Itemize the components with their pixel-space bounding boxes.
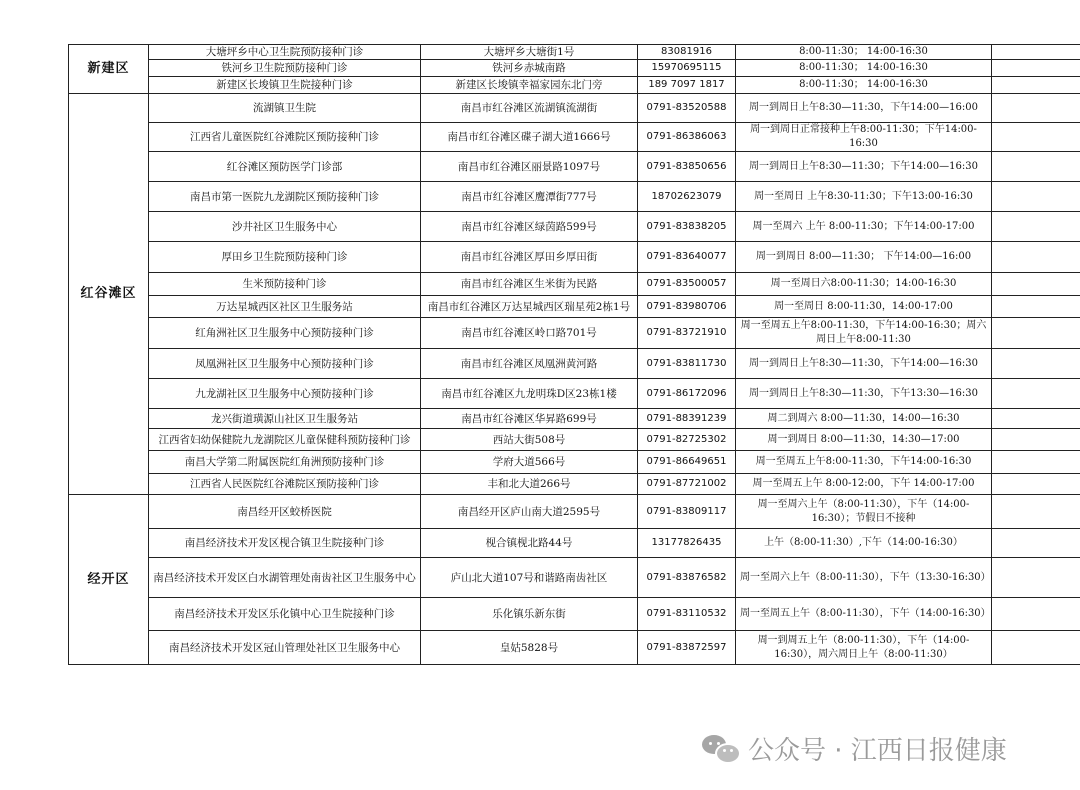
address-cell: 南昌市红谷滩区生米街为民路 (421, 273, 638, 296)
table-row (69, 242, 1080, 273)
empty-cell (992, 296, 1080, 318)
phone-cell: 0791-83876582 (638, 558, 736, 598)
clinic-name-cell: 红谷滩区预防医学门诊部 (149, 152, 421, 182)
hours-cell: 周一至周六上午（8:00-11:30），下午（13:30-16:30） (736, 558, 992, 598)
hours-cell: 周一到周日上午8:30—11:30，下午13:30—16:30 (736, 379, 992, 409)
table-row (69, 182, 1080, 212)
table-row (69, 429, 1080, 451)
district-cell: 红谷滩区 (69, 94, 149, 495)
hours-cell: 周一至周六上午（8:00-11:30），下午（14:00-16:30）；节假日不接种 (736, 495, 992, 529)
table-row (69, 296, 1080, 318)
address-cell: 乐化镇乐新东街 (421, 598, 638, 631)
address-cell: 南昌市红谷滩区厚田乡厚田街 (421, 242, 638, 273)
phone-cell: 0791-83809117 (638, 495, 736, 529)
phone-cell: 13177826435 (638, 529, 736, 558)
clinic-name-cell: 江西省妇幼保健院九龙湖院区儿童保健科预防接种门诊 (149, 429, 421, 451)
clinic-name-cell: 沙井社区卫生服务中心 (149, 212, 421, 242)
clinic-name-cell: 江西省人民医院红谷滩院区预防接种门诊 (149, 474, 421, 495)
empty-cell (992, 349, 1080, 379)
vaccination-clinic-document (68, 44, 1080, 665)
clinic-table (68, 44, 1080, 665)
table-row (69, 123, 1080, 152)
clinic-name-cell: 新建区长埈镇卫生院接种门诊 (149, 77, 421, 94)
hours-cell: 周一到周日上午8:30—11:30；下午14:00—16:30 (736, 152, 992, 182)
phone-cell: 0791-86386063 (638, 123, 736, 152)
phone-cell: 0791-86649651 (638, 451, 736, 474)
address-cell: 大塘坪乡大塘街1号 (421, 45, 638, 60)
hours-cell: 周二到周六 8:00—11:30，14:00—16:30 (736, 409, 992, 429)
clinic-name-cell: 南昌经济技术开发区枧合镇卫生院接种门诊 (149, 529, 421, 558)
phone-cell: 0791-82725302 (638, 429, 736, 451)
hours-cell: 周一至周日 8:00-11:30，14:00-17:00 (736, 296, 992, 318)
hours-cell: 周一到周日 8:00—11:30，14:30—17:00 (736, 429, 992, 451)
table-row (69, 94, 1080, 123)
empty-cell (992, 45, 1080, 60)
empty-cell (992, 77, 1080, 94)
phone-cell: 0791-83640077 (638, 242, 736, 273)
hours-cell: 周一到周日上午8:30—11:30，下午14:00—16:30 (736, 349, 992, 379)
empty-cell (992, 529, 1080, 558)
phone-cell: 0791-83838205 (638, 212, 736, 242)
hours-cell: 周一到周五上午（8:00-11:30），下午（14:00-16:30），周六周日上午（8:00-11:30） (736, 631, 992, 665)
empty-cell (992, 60, 1080, 77)
clinic-name-cell: 南昌大学第二附属医院红角洲预防接种门诊 (149, 451, 421, 474)
watermark-text: 公众号 · 江西日报健康 (748, 735, 1007, 766)
phone-cell: 83081916 (638, 45, 736, 60)
phone-cell: 0791-87721002 (638, 474, 736, 495)
empty-cell (992, 558, 1080, 598)
phone-cell: 0791-83110532 (638, 598, 736, 631)
clinic-name-cell: 南昌市第一医院九龙湖院区预防接种门诊 (149, 182, 421, 212)
table-row (69, 152, 1080, 182)
hours-cell: 周一到周日上午8:30—11:30，下午14:00—16:00 (736, 94, 992, 123)
clinic-name-cell: 南昌经济技术开发区乐化镇中心卫生院接种门诊 (149, 598, 421, 631)
address-cell: 皇姑5828号 (421, 631, 638, 665)
clinic-name-cell: 厚田乡卫生院预防接种门诊 (149, 242, 421, 273)
clinic-name-cell: 生米预防接种门诊 (149, 273, 421, 296)
phone-cell: 0791-83872597 (638, 631, 736, 665)
address-cell: 南昌市红谷滩区丽景路1097号 (421, 152, 638, 182)
table-row (69, 318, 1080, 349)
empty-cell (992, 242, 1080, 273)
address-cell: 南昌市红谷滩区万达星城西区瑞星苑2栋1号 (421, 296, 638, 318)
hours-cell: 周一至周五上午（8:00-11:30），下午（14:00-16:30） (736, 598, 992, 631)
table-row (69, 631, 1080, 665)
clinic-name-cell: 万达星城西区社区卫生服务站 (149, 296, 421, 318)
address-cell: 新建区长埈镇幸福家园东北门旁 (421, 77, 638, 94)
address-cell: 南昌市红谷滩区九龙明珠D区23栋1楼 (421, 379, 638, 409)
address-cell: 枧合镇枧北路44号 (421, 529, 638, 558)
clinic-name-cell: 凤凰洲社区卫生服务中心预防接种门诊 (149, 349, 421, 379)
clinic-name-cell: 流湖镇卫生院 (149, 94, 421, 123)
phone-cell: 0791-88391239 (638, 409, 736, 429)
table-row (69, 529, 1080, 558)
empty-cell (992, 94, 1080, 123)
district-cell: 经开区 (69, 495, 149, 665)
empty-cell (992, 318, 1080, 349)
address-cell: 学府大道566号 (421, 451, 638, 474)
hours-cell: 周一至周五上午8:00-11:30，下午14:00-16:30 (736, 451, 992, 474)
empty-cell (992, 598, 1080, 631)
empty-cell (992, 495, 1080, 529)
address-cell: 铁河乡赤城南路 (421, 60, 638, 77)
address-cell: 南昌市红谷滩区岭口路701号 (421, 318, 638, 349)
table-row (69, 598, 1080, 631)
empty-cell (992, 451, 1080, 474)
phone-cell: 0791-83500057 (638, 273, 736, 296)
phone-cell: 0791-83520588 (638, 94, 736, 123)
phone-cell: 0791-83980706 (638, 296, 736, 318)
hours-cell: 周一至周五上午 8:00-12:00，下午 14:00-17:00 (736, 474, 992, 495)
watermark (700, 728, 1007, 768)
clinic-name-cell: 江西省儿童医院红谷滩院区预防接种门诊 (149, 123, 421, 152)
hours-cell: 周一至周六 上午 8:00-11:30；下午14:00-17:00 (736, 212, 992, 242)
address-cell: 南昌市红谷滩区流湖镇流湖街 (421, 94, 638, 123)
hours-cell: 8:00-11:30； 14:00-16:30 (736, 60, 992, 77)
empty-cell (992, 631, 1080, 665)
wechat-icon (700, 733, 742, 763)
clinic-name-cell: 红角洲社区卫生服务中心预防接种门诊 (149, 318, 421, 349)
address-cell: 南昌市红谷滩区鹰潭街777号 (421, 182, 638, 212)
clinic-name-cell: 大塘坪乡中心卫生院预防接种门诊 (149, 45, 421, 60)
address-cell: 南昌市红谷滩区华昇路699号 (421, 409, 638, 429)
clinic-name-cell: 南昌经济技术开发区冠山管理处社区卫生服务中心 (149, 631, 421, 665)
phone-cell: 0791-83811730 (638, 349, 736, 379)
hours-cell: 周一至周日 上午8:30-11:30；下午13:00-16:30 (736, 182, 992, 212)
address-cell: 丰和北大道266号 (421, 474, 638, 495)
empty-cell (992, 379, 1080, 409)
address-cell: 南昌市红谷滩区绿茵路599号 (421, 212, 638, 242)
phone-cell: 18702623079 (638, 182, 736, 212)
address-cell: 南昌市红谷滩区凤凰洲黄河路 (421, 349, 638, 379)
table-row (69, 349, 1080, 379)
table-row (69, 495, 1080, 529)
address-cell: 庐山北大道107号和谐路南齿社区 (421, 558, 638, 598)
clinic-table-body (69, 45, 1080, 665)
table-row (69, 409, 1080, 429)
clinic-name-cell: 铁河乡卫生院预防接种门诊 (149, 60, 421, 77)
phone-cell: 0791-83721910 (638, 318, 736, 349)
address-cell: 西站大街508号 (421, 429, 638, 451)
table-row (69, 273, 1080, 296)
table-row (69, 212, 1080, 242)
clinic-name-cell: 南昌经济技术开发区白水湖管理处南齿社区卫生服务中心 (149, 558, 421, 598)
clinic-name-cell: 龙兴街道璜源山社区卫生服务站 (149, 409, 421, 429)
hours-cell: 周一至周五上午8:00-11:30，下午14:00-16:30；周六周日上午8:00-11:30 (736, 318, 992, 349)
empty-cell (992, 123, 1080, 152)
table-row (69, 77, 1080, 94)
empty-cell (992, 212, 1080, 242)
table-row (69, 451, 1080, 474)
table-row (69, 558, 1080, 598)
address-cell: 南昌经开区庐山南大道2595号 (421, 495, 638, 529)
hours-cell: 周一至周日六8:00-11:30；14:00-16:30 (736, 273, 992, 296)
table-row (69, 379, 1080, 409)
address-cell: 南昌市红谷滩区碟子湖大道1666号 (421, 123, 638, 152)
hours-cell: 8:00-11:30； 14:00-16:30 (736, 77, 992, 94)
hours-cell: 周一到周日 8:00—11:30； 下午14:00—16:00 (736, 242, 992, 273)
table-row (69, 474, 1080, 495)
hours-cell: 上午（8:00-11:30）,下午（14:00-16:30） (736, 529, 992, 558)
district-cell: 新建区 (69, 45, 149, 94)
empty-cell (992, 152, 1080, 182)
empty-cell (992, 409, 1080, 429)
phone-cell: 189 7097 1817 (638, 77, 736, 94)
table-row (69, 60, 1080, 77)
empty-cell (992, 474, 1080, 495)
clinic-name-cell: 九龙湖社区卫生服务中心预防接种门诊 (149, 379, 421, 409)
empty-cell (992, 429, 1080, 451)
empty-cell (992, 273, 1080, 296)
phone-cell: 0791-83850656 (638, 152, 736, 182)
empty-cell (992, 182, 1080, 212)
phone-cell: 0791-86172096 (638, 379, 736, 409)
phone-cell: 15970695115 (638, 60, 736, 77)
hours-cell: 8:00-11:30； 14:00-16:30 (736, 45, 992, 60)
clinic-name-cell: 南昌经开区蛟桥医院 (149, 495, 421, 529)
hours-cell: 周一到周日正常接种上午8:00-11:30；下午14:00-16:30 (736, 123, 992, 152)
table-row (69, 45, 1080, 60)
